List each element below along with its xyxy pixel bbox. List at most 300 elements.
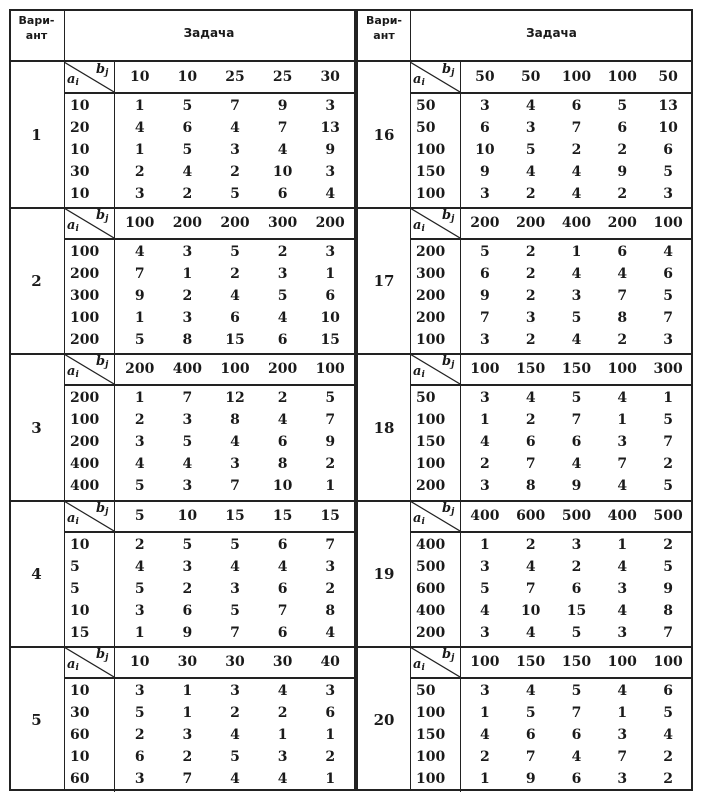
corner-b-subscript: j bbox=[451, 68, 455, 78]
cost-cell: 3 bbox=[134, 770, 145, 787]
bj-value: 10 bbox=[130, 69, 150, 85]
cost-cell: 9 bbox=[134, 288, 145, 305]
cost-cell: 5 bbox=[663, 412, 673, 429]
bj-row-bottom-line bbox=[410, 531, 691, 533]
cost-cell: 3 bbox=[617, 434, 628, 451]
corner-ai-bj bbox=[410, 354, 460, 384]
cost-cell: 9 bbox=[525, 770, 536, 787]
corner-b-subscript: j bbox=[451, 506, 455, 517]
ai-value: 10 bbox=[70, 142, 90, 158]
cost-cell: 6 bbox=[525, 726, 536, 743]
cost-cell: 7 bbox=[571, 704, 582, 721]
ai-value: 100 bbox=[416, 770, 446, 787]
cost-cell: 5 bbox=[571, 624, 582, 641]
cost-cell: 7 bbox=[325, 536, 336, 553]
block-separator bbox=[358, 207, 693, 209]
variant-number: 3 bbox=[31, 418, 42, 437]
ai-value: 10 bbox=[70, 682, 90, 699]
cost-cell: 2 bbox=[480, 748, 490, 765]
cost-cell: 1 bbox=[277, 726, 288, 743]
cost-cell: 3 bbox=[277, 266, 288, 283]
transport-tasks-table bbox=[9, 9, 693, 791]
cost-cell: 3 bbox=[134, 186, 145, 202]
corner-b-letter: b bbox=[96, 646, 106, 662]
corner-a-subscript: i bbox=[75, 516, 79, 527]
variant-number: 1 bbox=[31, 126, 42, 145]
cost-cell: 5 bbox=[663, 558, 673, 575]
ai-value: 50 bbox=[416, 120, 436, 136]
ai-value: 500 bbox=[416, 558, 446, 575]
bj-value: 600 bbox=[516, 507, 546, 524]
cost-cell: 9 bbox=[277, 98, 288, 114]
cost-cell: 6 bbox=[230, 310, 240, 327]
bj-value: 50 bbox=[475, 69, 495, 85]
cost-cell: 6 bbox=[617, 120, 628, 136]
bj-value: 15 bbox=[320, 507, 340, 524]
bj-value: 150 bbox=[516, 361, 546, 378]
ai-value: 600 bbox=[416, 580, 446, 597]
cost-cell: 6 bbox=[182, 602, 193, 619]
corner-ai-label bbox=[67, 72, 79, 88]
cost-cell: 4 bbox=[525, 164, 536, 180]
bj-value: 200 bbox=[172, 215, 202, 232]
cost-cell: 10 bbox=[520, 602, 541, 619]
cost-cell: 1 bbox=[480, 412, 490, 429]
block-separator bbox=[9, 646, 354, 648]
ai-column-line bbox=[114, 531, 115, 646]
corner-a-letter: a bbox=[413, 510, 422, 526]
ai-value: 100 bbox=[416, 456, 446, 473]
cost-cell: 4 bbox=[277, 142, 288, 158]
cost-cell: 8 bbox=[663, 602, 673, 619]
bj-value: 40 bbox=[320, 653, 340, 670]
corner-ai-bj bbox=[64, 208, 114, 238]
ai-value: 100 bbox=[416, 704, 446, 721]
ai-value: 100 bbox=[416, 748, 446, 765]
cost-cell: 3 bbox=[182, 726, 193, 743]
ai-column-line bbox=[114, 238, 115, 353]
bj-row-bottom-line bbox=[64, 238, 354, 240]
bj-value: 5 bbox=[134, 507, 145, 524]
bj-value: 10 bbox=[177, 507, 198, 524]
cost-cell: 3 bbox=[182, 310, 193, 327]
variant-number: 5 bbox=[31, 710, 42, 729]
cost-cell: 4 bbox=[525, 624, 536, 641]
cost-cell: 5 bbox=[571, 310, 582, 327]
corner-b-letter: b bbox=[442, 62, 452, 77]
variant-number: 20 bbox=[373, 710, 395, 729]
ai-value: 150 bbox=[416, 164, 446, 180]
cost-cell: 5 bbox=[134, 478, 145, 495]
cost-cell: 3 bbox=[182, 412, 193, 429]
cost-cell: 6 bbox=[277, 536, 288, 553]
bj-value: 15 bbox=[272, 507, 293, 524]
corner-a-letter: a bbox=[413, 72, 422, 87]
cost-cell: 8 bbox=[525, 478, 536, 495]
cost-cell: 4 bbox=[663, 726, 673, 743]
corner-bj-label bbox=[442, 354, 454, 370]
corner-b-subscript: j bbox=[105, 214, 109, 225]
cost-cell: 4 bbox=[277, 682, 288, 699]
ai-value: 100 bbox=[416, 332, 446, 349]
ai-value: 100 bbox=[70, 244, 100, 261]
bj-value: 50 bbox=[658, 69, 678, 85]
corner-bj-label bbox=[442, 208, 454, 224]
corner-b-letter: b bbox=[96, 208, 106, 224]
bj-value: 100 bbox=[315, 361, 345, 378]
cost-cell: 5 bbox=[480, 244, 490, 261]
bj-row-bottom-line bbox=[64, 92, 354, 94]
cost-cell: 7 bbox=[134, 266, 145, 283]
corner-bj-label bbox=[442, 62, 454, 78]
cost-cell: 3 bbox=[617, 770, 628, 787]
header-task-right: Задача bbox=[526, 26, 577, 40]
cost-cell: 2 bbox=[134, 726, 145, 743]
cost-cell: 1 bbox=[617, 536, 628, 553]
cost-cell: 7 bbox=[277, 120, 288, 136]
ai-value: 10 bbox=[70, 186, 90, 202]
cost-cell: 3 bbox=[663, 332, 673, 349]
ai-value: 100 bbox=[416, 186, 446, 202]
cost-cell: 3 bbox=[277, 748, 288, 765]
corner-ai-bj bbox=[410, 208, 460, 238]
corner-a-letter: a bbox=[67, 218, 76, 234]
cost-cell: 4 bbox=[230, 770, 240, 787]
cost-cell: 3 bbox=[480, 332, 490, 349]
cost-cell: 1 bbox=[325, 726, 336, 743]
bj-value: 100 bbox=[470, 361, 500, 378]
bj-value: 150 bbox=[561, 361, 592, 378]
cost-cell: 4 bbox=[663, 244, 673, 261]
cost-cell: 2 bbox=[325, 748, 336, 765]
cost-cell: 7 bbox=[571, 412, 582, 429]
ai-column-line bbox=[460, 384, 461, 499]
ai-value: 10 bbox=[70, 602, 90, 619]
corner-b-letter: b bbox=[96, 354, 106, 370]
cost-cell: 3 bbox=[134, 682, 145, 699]
cost-cell: 5 bbox=[134, 704, 145, 721]
cost-cell: 6 bbox=[663, 682, 673, 699]
cost-cell: 1 bbox=[182, 266, 193, 283]
cost-cell: 1 bbox=[134, 390, 145, 407]
cost-cell: 4 bbox=[134, 558, 145, 575]
block-separator bbox=[9, 353, 354, 355]
bj-value: 50 bbox=[520, 69, 541, 85]
cost-cell: 7 bbox=[571, 120, 582, 136]
cost-cell: 2 bbox=[617, 332, 628, 349]
cost-cell: 3 bbox=[480, 624, 490, 641]
cost-cell: 9 bbox=[480, 288, 490, 305]
corner-a-subscript: i bbox=[421, 516, 425, 527]
cost-cell: 4 bbox=[617, 558, 628, 575]
cost-cell: 4 bbox=[525, 98, 536, 114]
cost-cell: 2 bbox=[663, 536, 673, 553]
cost-cell: 2 bbox=[277, 244, 288, 261]
ai-column-line bbox=[114, 92, 115, 207]
cost-cell: 3 bbox=[571, 288, 582, 305]
corner-b-subscript: j bbox=[451, 214, 455, 225]
cost-cell: 2 bbox=[525, 186, 536, 202]
cost-cell: 7 bbox=[230, 98, 240, 114]
cost-cell: 3 bbox=[480, 186, 490, 202]
cost-cell: 3 bbox=[480, 390, 490, 407]
ai-value: 200 bbox=[70, 434, 100, 451]
cost-cell: 3 bbox=[617, 726, 628, 743]
cost-cell: 6 bbox=[277, 186, 288, 202]
corner-b-subscript: j bbox=[105, 68, 109, 78]
cost-cell: 2 bbox=[525, 332, 536, 349]
cost-cell: 5 bbox=[230, 536, 240, 553]
cost-cell: 2 bbox=[617, 142, 628, 158]
cost-cell: 13 bbox=[658, 98, 678, 114]
cost-cell: 2 bbox=[525, 536, 536, 553]
block-separator bbox=[358, 500, 693, 502]
bj-value: 400 bbox=[172, 361, 202, 378]
corner-b-subscript: j bbox=[105, 506, 109, 517]
cost-cell: 4 bbox=[617, 390, 628, 407]
cost-cell: 4 bbox=[230, 558, 240, 575]
cost-cell: 2 bbox=[571, 142, 582, 158]
ai-value: 400 bbox=[416, 602, 446, 619]
bj-row-bottom-line bbox=[64, 384, 354, 386]
cost-cell: 4 bbox=[571, 748, 582, 765]
cost-cell: 6 bbox=[325, 288, 336, 305]
cost-cell: 5 bbox=[525, 142, 536, 158]
cost-cell: 3 bbox=[325, 682, 336, 699]
cost-cell: 4 bbox=[230, 726, 240, 743]
ai-value: 200 bbox=[416, 244, 446, 261]
cost-cell: 3 bbox=[480, 478, 490, 495]
corner-a-letter: a bbox=[67, 72, 76, 87]
corner-a-subscript: i bbox=[421, 370, 425, 381]
cost-cell: 3 bbox=[571, 536, 582, 553]
cost-cell: 7 bbox=[617, 288, 628, 305]
cost-cell: 5 bbox=[663, 288, 673, 305]
cost-cell: 1 bbox=[480, 770, 490, 787]
header-variant-line1: Вари- bbox=[366, 14, 402, 27]
cost-cell: 7 bbox=[230, 478, 240, 495]
cost-cell: 6 bbox=[480, 266, 490, 283]
corner-a-subscript: i bbox=[421, 78, 425, 88]
ai-value: 400 bbox=[70, 478, 100, 495]
corner-ai-label bbox=[67, 657, 79, 673]
bj-value: 200 bbox=[267, 361, 298, 378]
bj-value: 100 bbox=[125, 215, 155, 232]
corner-b-subscript: j bbox=[451, 652, 455, 663]
cost-cell: 10 bbox=[272, 478, 293, 495]
header-task-left: Задача bbox=[183, 26, 235, 40]
cost-cell: 9 bbox=[182, 624, 193, 641]
bj-value: 25 bbox=[225, 69, 245, 85]
cost-cell: 4 bbox=[617, 682, 628, 699]
cost-cell: 1 bbox=[617, 412, 628, 429]
ai-value: 200 bbox=[416, 288, 446, 305]
cost-cell: 6 bbox=[277, 434, 288, 451]
cost-cell: 4 bbox=[480, 726, 490, 743]
corner-bj-label bbox=[96, 208, 108, 224]
corner-ai-label bbox=[413, 218, 425, 234]
corner-b-letter: b bbox=[96, 62, 106, 77]
variant-number: 16 bbox=[373, 126, 395, 145]
cost-cell: 4 bbox=[230, 120, 240, 136]
cost-cell: 5 bbox=[277, 288, 288, 305]
corner-ai-bj bbox=[64, 354, 114, 384]
cost-cell: 2 bbox=[325, 580, 336, 597]
cost-cell: 5 bbox=[182, 142, 193, 158]
cost-cell: 4 bbox=[525, 390, 536, 407]
header-variant-line1: Вари- bbox=[18, 14, 55, 27]
cost-cell: 1 bbox=[480, 536, 490, 553]
corner-a-subscript: i bbox=[75, 662, 79, 673]
cost-cell: 13 bbox=[320, 120, 340, 136]
cost-cell: 4 bbox=[134, 120, 145, 136]
corner-ai-label bbox=[67, 511, 79, 527]
cost-cell: 5 bbox=[571, 682, 582, 699]
cost-cell: 2 bbox=[277, 390, 288, 407]
cost-cell: 3 bbox=[182, 244, 193, 261]
cost-cell: 9 bbox=[480, 164, 490, 180]
cost-cell: 4 bbox=[134, 244, 145, 261]
cost-cell: 2 bbox=[230, 266, 240, 283]
cost-cell: 7 bbox=[277, 602, 288, 619]
cost-cell: 4 bbox=[182, 164, 193, 180]
bj-value: 500 bbox=[561, 507, 592, 524]
cost-cell: 2 bbox=[277, 704, 288, 721]
cost-cell: 4 bbox=[182, 456, 193, 473]
cost-cell: 10 bbox=[320, 310, 340, 327]
block-separator bbox=[9, 207, 354, 209]
cost-cell: 2 bbox=[571, 558, 582, 575]
cost-cell: 1 bbox=[182, 682, 193, 699]
cost-cell: 4 bbox=[571, 456, 582, 473]
corner-b-subscript: j bbox=[105, 360, 109, 371]
cost-cell: 4 bbox=[325, 624, 336, 641]
cost-cell: 1 bbox=[134, 310, 145, 327]
ai-column-line bbox=[114, 384, 115, 499]
ai-value: 30 bbox=[70, 704, 90, 721]
cost-cell: 5 bbox=[230, 244, 240, 261]
cost-cell: 4 bbox=[480, 434, 490, 451]
bj-value: 10 bbox=[177, 69, 198, 85]
cost-cell: 5 bbox=[134, 332, 145, 349]
cost-cell: 4 bbox=[325, 186, 336, 202]
cost-cell: 7 bbox=[617, 748, 628, 765]
cost-cell: 2 bbox=[182, 580, 193, 597]
cost-cell: 3 bbox=[525, 120, 536, 136]
corner-bj-label bbox=[442, 501, 454, 517]
ai-value: 100 bbox=[70, 412, 100, 429]
table-border-bottom bbox=[9, 789, 693, 791]
cost-cell: 2 bbox=[663, 770, 673, 787]
bj-row-bottom-line bbox=[64, 677, 354, 679]
corner-b-letter: b bbox=[442, 208, 452, 224]
corner-a-subscript: i bbox=[421, 224, 425, 235]
corner-a-subscript: i bbox=[75, 370, 79, 381]
cost-cell: 7 bbox=[325, 412, 336, 429]
cost-cell: 7 bbox=[525, 580, 536, 597]
cost-cell: 6 bbox=[571, 434, 582, 451]
ai-value: 30 bbox=[70, 164, 90, 180]
corner-b-letter: b bbox=[96, 500, 106, 516]
ai-value: 200 bbox=[70, 390, 100, 407]
bj-row-bottom-line bbox=[64, 531, 354, 533]
cost-cell: 3 bbox=[134, 602, 145, 619]
cost-cell: 10 bbox=[658, 120, 678, 136]
corner-ai-bj bbox=[410, 647, 460, 677]
cost-cell: 8 bbox=[277, 456, 288, 473]
cost-cell: 9 bbox=[571, 478, 582, 495]
cost-cell: 5 bbox=[182, 536, 193, 553]
cost-cell: 5 bbox=[325, 390, 336, 407]
cost-cell: 12 bbox=[225, 390, 245, 407]
ai-value: 10 bbox=[70, 536, 90, 553]
cost-cell: 5 bbox=[663, 704, 673, 721]
cost-cell: 4 bbox=[480, 602, 490, 619]
cost-cell: 5 bbox=[182, 434, 193, 451]
bj-value: 500 bbox=[653, 507, 683, 524]
corner-b-letter: b bbox=[442, 646, 452, 662]
cost-cell: 4 bbox=[277, 412, 288, 429]
bj-value: 100 bbox=[220, 361, 250, 378]
cost-cell: 8 bbox=[230, 412, 240, 429]
cost-cell: 8 bbox=[617, 310, 628, 327]
cost-cell: 3 bbox=[480, 682, 490, 699]
cost-cell: 7 bbox=[480, 310, 490, 327]
cost-cell: 2 bbox=[525, 288, 536, 305]
cost-cell: 3 bbox=[480, 98, 490, 114]
bj-value: 300 bbox=[267, 215, 298, 232]
cost-cell: 2 bbox=[617, 186, 628, 202]
cost-cell: 10 bbox=[272, 164, 293, 180]
ai-value: 10 bbox=[70, 98, 90, 114]
cost-cell: 4 bbox=[230, 434, 240, 451]
corner-ai-label bbox=[67, 218, 79, 234]
cost-cell: 3 bbox=[134, 434, 145, 451]
cost-cell: 4 bbox=[571, 164, 582, 180]
corner-b-subscript: j bbox=[451, 360, 455, 371]
ai-value: 300 bbox=[416, 266, 446, 283]
bj-value: 150 bbox=[561, 653, 592, 670]
cost-cell: 3 bbox=[663, 186, 673, 202]
corner-a-letter: a bbox=[67, 656, 76, 672]
cost-cell: 1 bbox=[325, 266, 336, 283]
bj-value: 400 bbox=[470, 507, 500, 524]
ai-value: 100 bbox=[70, 310, 100, 327]
header-variant-left bbox=[9, 13, 64, 43]
cost-cell: 6 bbox=[663, 142, 673, 158]
cost-cell: 4 bbox=[571, 332, 582, 349]
bj-value: 30 bbox=[272, 653, 293, 670]
bj-value: 30 bbox=[225, 653, 245, 670]
cost-cell: 15 bbox=[320, 332, 340, 349]
cost-cell: 2 bbox=[182, 288, 193, 305]
corner-a-letter: a bbox=[67, 364, 76, 380]
corner-ai-label bbox=[413, 72, 425, 88]
corner-ai-bj bbox=[64, 501, 114, 531]
corner-a-subscript: i bbox=[75, 78, 79, 88]
cost-cell: 1 bbox=[182, 704, 193, 721]
header-variant-right bbox=[358, 13, 410, 43]
ai-value: 150 bbox=[416, 726, 446, 743]
ai-column-line bbox=[460, 677, 461, 792]
cost-cell: 6 bbox=[277, 580, 288, 597]
ai-value: 200 bbox=[416, 310, 446, 327]
bj-value: 150 bbox=[516, 653, 546, 670]
cost-cell: 7 bbox=[182, 390, 193, 407]
ai-column-line bbox=[460, 238, 461, 353]
cost-cell: 7 bbox=[617, 456, 628, 473]
bj-value: 30 bbox=[177, 653, 198, 670]
